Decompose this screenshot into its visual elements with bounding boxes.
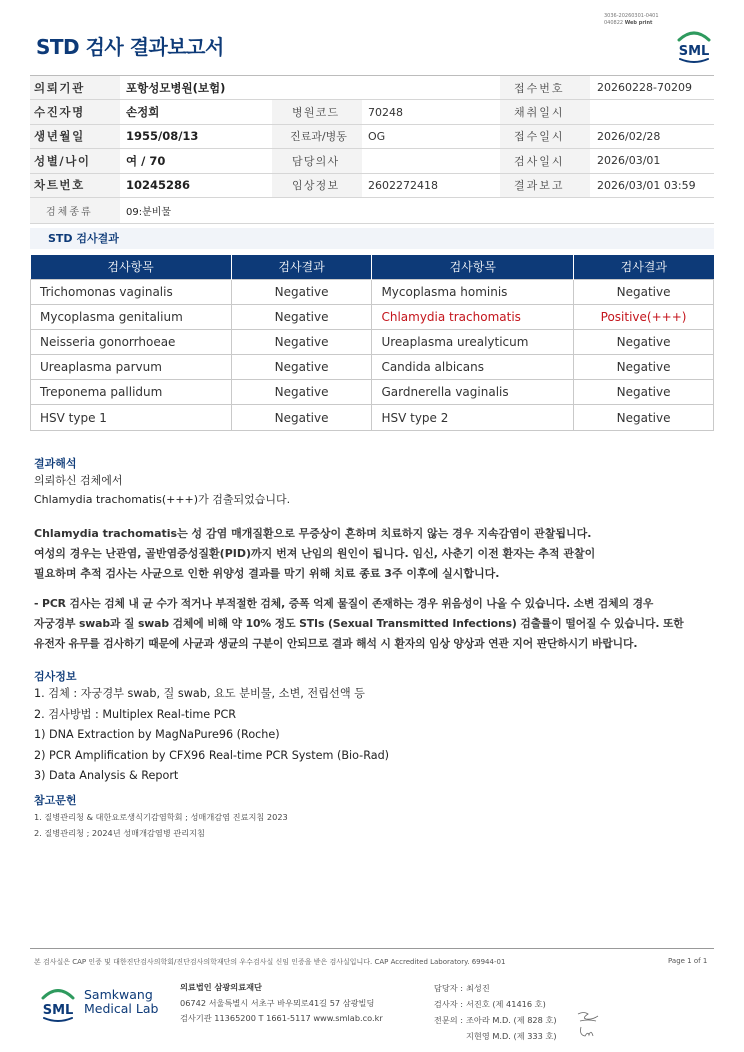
pcr-note-paragraph: [34, 594, 714, 654]
staff-name: 조아라 M.D. (제 828 호): [466, 1015, 557, 1025]
patient-info-table: [30, 75, 714, 224]
results-section-title: STD 검사결과: [30, 228, 714, 249]
info-value: 70248: [368, 105, 403, 119]
organization-info: [180, 980, 383, 1027]
footer-divider: [30, 948, 714, 949]
info-label: 성별/나이: [30, 149, 120, 172]
info-row: [30, 149, 714, 173]
test-item: Mycoplasma genitalium: [31, 304, 232, 329]
test-item: Ureaplasma parvum: [31, 355, 232, 380]
info-row: [30, 125, 714, 149]
info-value: 10245286: [126, 178, 191, 193]
signature-image: [576, 1025, 600, 1039]
test-result: Negative: [574, 329, 714, 354]
interpretation-intro: [34, 471, 714, 510]
info-row: [30, 76, 714, 100]
web-print-label: Web print: [624, 19, 653, 26]
text-line: - PCR 검사는 검체 내 균 수가 적거나 부적절한 검체, 증폭 억제 물질이 존재하는 경우 위음성이 나올 수 있습니다. 소변 검체의 경우: [34, 597, 654, 610]
sml-logo-icon: [38, 985, 78, 1023]
test-item: Treponema pallidum: [31, 380, 232, 405]
test-item-positive: Chlamydia trachomatis: [372, 304, 574, 329]
text-line: 자궁경부 swab과 질 swab 검체에 비해 약 10% 정도 STIs (Sexual Transmitted Infections) 검출률이 떨어질 수 있습니다. 또한: [34, 617, 684, 630]
staff-row: [428, 996, 557, 1012]
info-label: 진료과/병동: [272, 125, 362, 148]
info-label: 임상정보: [272, 174, 362, 197]
test-result: Negative: [231, 380, 372, 405]
text-line: Chlamydia trachomatis는 성 감염 매개질환으로 무증상이 흔하며 치료하지 않는 경우 지속감염이 관찰됩니다.: [34, 527, 592, 540]
list-item: 2. 검사방법 : Multiplex Real-time PCR: [34, 707, 237, 721]
specimen-label: 검체종류: [30, 198, 120, 223]
test-item: Trichomonas vaginalis: [31, 279, 232, 304]
info-row: [30, 198, 714, 224]
test-item: HSV type 1: [31, 405, 232, 430]
info-label: 차트번호: [30, 174, 120, 197]
text-line: 유전자 유무를 검사하기 때문에 사균과 생균의 구분이 안되므로 결과 해석 시 환자의 임상 양상과 연관 지어 판단하시기 바랍니다.: [34, 637, 638, 650]
info-label: 병원코드: [272, 100, 362, 123]
references-title: 참고문헌: [34, 794, 77, 807]
staff-list: [428, 980, 557, 1044]
test-result: Negative: [231, 279, 372, 304]
column-header: 검사결과: [574, 255, 714, 279]
test-result: Negative: [574, 279, 714, 304]
list-item: 1) DNA Extraction by MagNaPure96 (Roche): [34, 728, 280, 741]
staff-row: [428, 1028, 557, 1044]
test-result: Negative: [574, 405, 714, 430]
brand-line: Samkwang: [84, 987, 153, 1002]
table-row: [31, 355, 714, 380]
staff-row: [428, 1012, 557, 1028]
info-label: 생년월일: [30, 125, 120, 148]
test-result-positive: Positive(+++): [574, 304, 714, 329]
info-value: 2026/02/28: [597, 129, 661, 143]
info-label: 수진자명: [30, 100, 120, 123]
info-label: 검사일시: [500, 149, 590, 172]
results-header-row: [31, 255, 714, 279]
text-line: 여성의 경우는 난관염, 골반염증성질환(PID)까지 번져 난임의 원인이 됩니다. 임신, 사춘기 이전 환자는 추적 관찰이: [34, 546, 596, 560]
staff-role: 검사자 :: [433, 999, 463, 1009]
info-value: 1955/08/13: [126, 129, 199, 144]
interpretation-paragraph: [34, 524, 714, 583]
info-label: 접수일시: [500, 125, 590, 148]
test-result: Negative: [574, 380, 714, 405]
info-value: 2026/03/01: [597, 154, 661, 168]
info-value: 손정희: [126, 105, 160, 120]
org-contact: 검사기관 11365200 T 1661-5117 www.smlab.co.kr: [180, 1013, 383, 1023]
svg-text:SML: SML: [678, 44, 710, 59]
staff-name: 지현영 M.D. (제 333 호): [466, 1031, 557, 1041]
staff-role: 담당자 :: [433, 983, 463, 993]
column-header: 검사항목: [372, 255, 574, 279]
test-info-title: 검사정보: [34, 670, 77, 683]
column-header: 검사항목: [31, 255, 232, 279]
test-result: Negative: [231, 329, 372, 354]
text-line: 의뢰하신 검체에서: [34, 474, 123, 487]
org-address: 06742 서울특별시 서초구 바우뫼로41길 57 삼광빌딩: [180, 997, 375, 1008]
info-value: 2602272418: [368, 178, 438, 192]
interpretation-title: 결과해석: [34, 457, 77, 470]
test-result: Negative: [231, 405, 372, 430]
list-item: 2) PCR Amplification by CFX96 Real-time PCR System (Bio-Rad): [34, 748, 390, 762]
document-code-line: 3036-20260301-0401: [604, 13, 659, 19]
info-value: 20260228-70209: [597, 81, 692, 95]
brand-name: [84, 988, 158, 1016]
test-item: Candida albicans: [372, 355, 574, 380]
sml-logo-icon: [674, 28, 714, 64]
info-label: 접수번호: [500, 76, 590, 99]
document-code: [604, 13, 659, 26]
staff-row: [428, 980, 557, 996]
info-row: [30, 174, 714, 198]
test-result: Negative: [231, 304, 372, 329]
table-row: [31, 329, 714, 354]
print-code: 040822: [604, 19, 624, 26]
info-label: 결과보고: [500, 174, 590, 197]
staff-name: 서진호 (제 41416 호): [466, 999, 546, 1009]
references-list: [34, 810, 288, 841]
list-item: 2. 질병관리청 ; 2024년 성매개감염병 관리지침: [34, 827, 205, 838]
specimen-value: 09:분비물: [126, 206, 172, 218]
info-value: 여 / 70: [126, 153, 166, 168]
staff-role: [428, 1028, 466, 1044]
test-item: HSV type 2: [372, 405, 574, 430]
list-item: 1. 검체 : 자궁경부 swab, 질 swab, 요도 분비물, 소변, 전립선액 등: [34, 687, 365, 700]
accreditation-note: 본 검사실은 CAP 인증 및 대한진단검사의학회/진단검사의학재단의 우수검사실 신임 인증을 받은 검사실입니다. CAP Accredited Laboratory. 69944-01: [34, 958, 506, 966]
test-item: Ureaplasma urealyticum: [372, 329, 574, 354]
results-table: [30, 255, 714, 431]
test-info-list: [34, 684, 389, 787]
list-item: 1. 질병관리청 & 대한요로생식기감염학회 ; 성매개감염 진료지침 2023: [34, 812, 288, 822]
text-line: 필요하며 추적 검사는 사균으로 인한 위양성 결과를 막기 위해 치료 종료 3주 이후에 실시합니다.: [34, 566, 500, 580]
signature-image: [576, 1010, 600, 1024]
test-result: Negative: [574, 355, 714, 380]
info-label: 의뢰기관: [30, 76, 120, 99]
test-result: Negative: [231, 355, 372, 380]
document-code-line: [604, 20, 659, 27]
table-row: [31, 279, 714, 304]
brand-line: Medical Lab: [84, 1001, 159, 1016]
test-item: Gardnerella vaginalis: [372, 380, 574, 405]
text-line: Chlamydia trachomatis(+++)가 검출되었습니다.: [34, 493, 291, 507]
column-header: 검사결과: [231, 255, 372, 279]
staff-role: 전문의 :: [433, 1015, 463, 1025]
table-row: [31, 304, 714, 329]
info-value: 2026/03/01 03:59: [597, 178, 696, 192]
staff-name: 최성진: [466, 983, 490, 993]
svg-text:SML: SML: [42, 1003, 74, 1018]
info-label: 채취일시: [500, 100, 590, 123]
org-name: 의료법인 삼광의료재단: [180, 982, 262, 992]
page-title: STD 검사 결과보고서: [36, 35, 224, 59]
test-item: Neisseria gonorrhoeae: [31, 329, 232, 354]
info-value: 포항성모병원(보험): [126, 80, 226, 95]
list-item: 3) Data Analysis & Report: [34, 769, 179, 782]
info-row: [30, 100, 714, 124]
test-item: Mycoplasma hominis: [372, 279, 574, 304]
table-row: [31, 405, 714, 430]
table-row: [31, 380, 714, 405]
info-label: 담당의사: [272, 149, 362, 172]
page-number: Page 1 of 1: [668, 957, 708, 965]
info-value: OG: [368, 129, 386, 143]
